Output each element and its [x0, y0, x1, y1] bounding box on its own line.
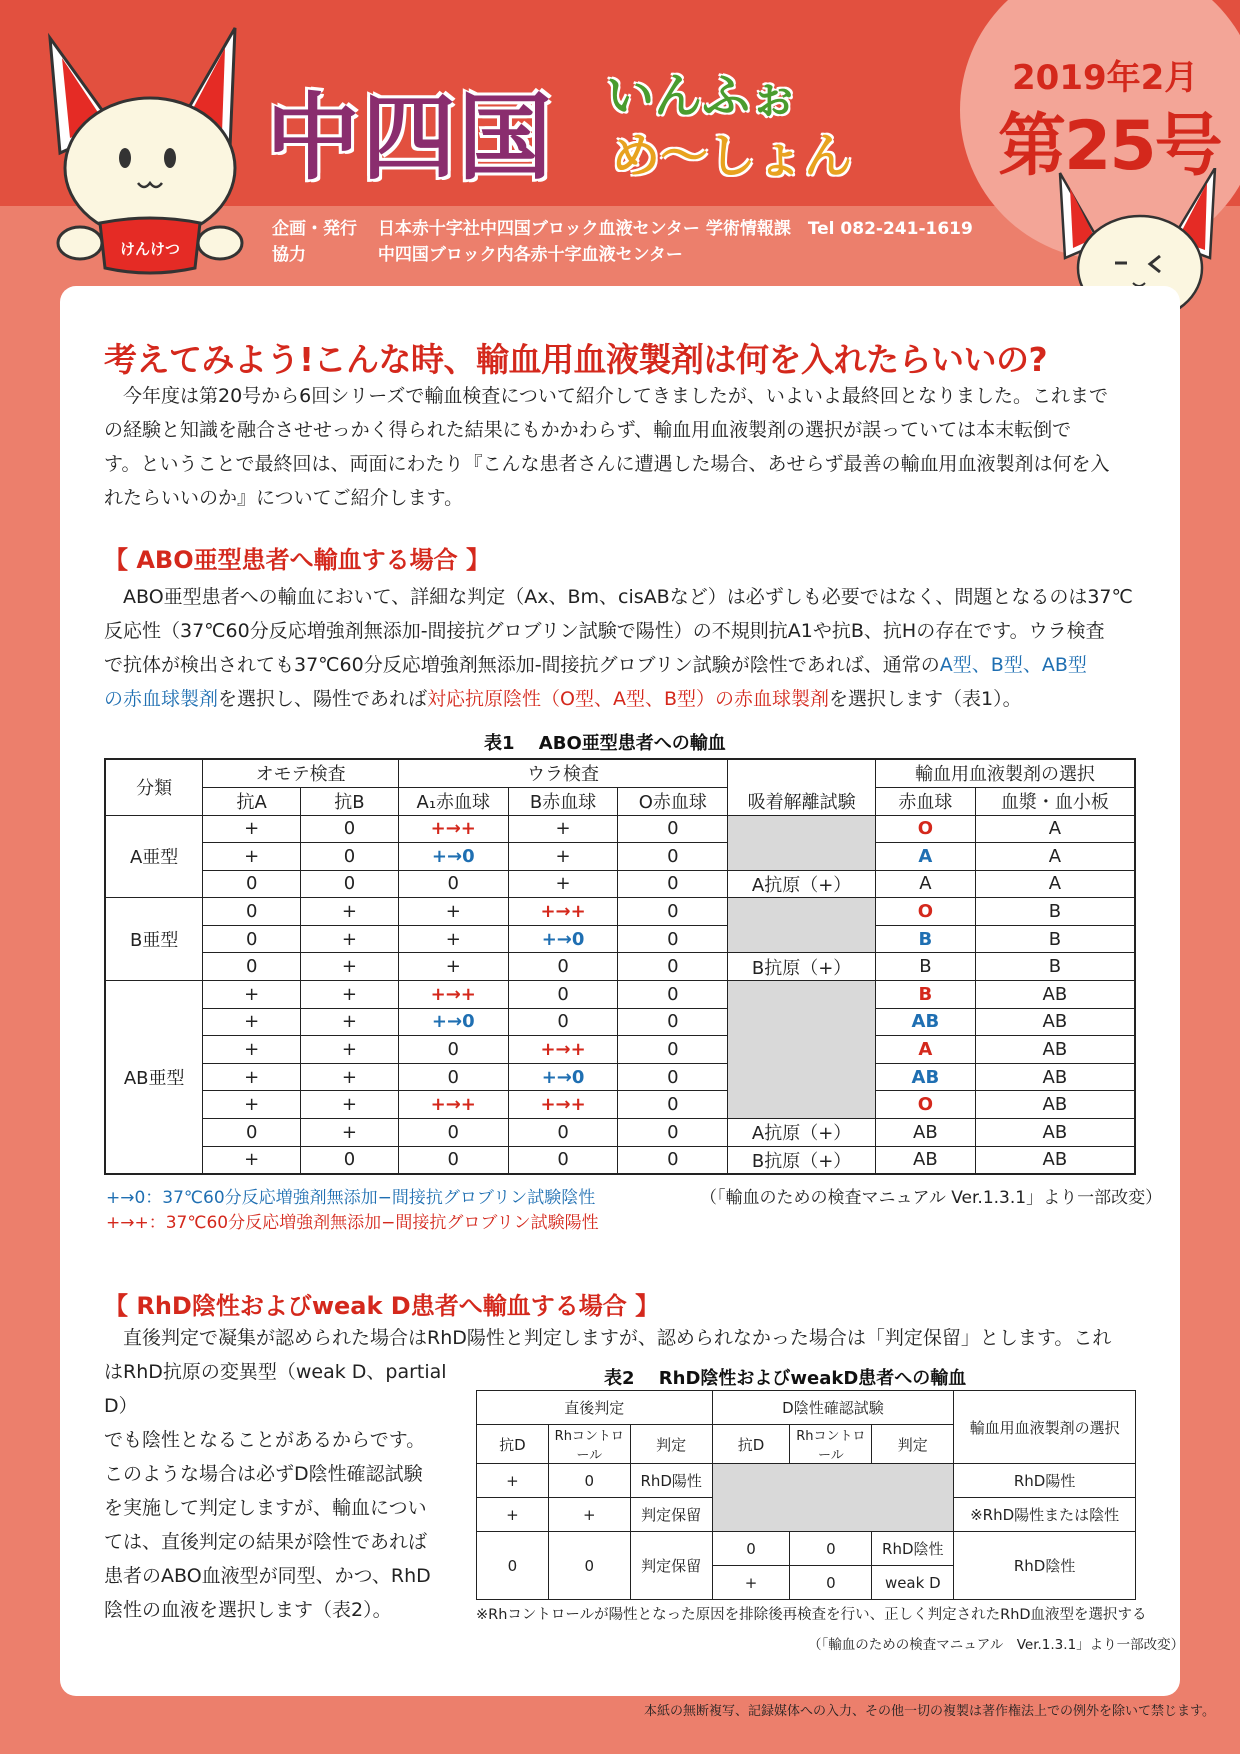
cell-anti-b: 0 — [301, 843, 399, 871]
cell-adsorption-gray — [728, 898, 876, 953]
t2-cell: + — [477, 1464, 549, 1498]
cell-b-rbc: 0 — [508, 1119, 618, 1147]
t2-header-selection: 輸血用血液製剤の選択 — [954, 1391, 1136, 1464]
cell-selection-rbc: AB — [875, 1063, 975, 1091]
cell-a1-rbc: +→+ — [398, 1091, 508, 1119]
cell-a1-rbc: + — [398, 953, 508, 981]
t2-cell: RhD陰性 — [872, 1532, 954, 1566]
header-category: 分類 — [105, 759, 203, 815]
subheader-cell: A₁赤血球 — [398, 787, 508, 815]
cell-selection-rbc: AB — [875, 1008, 975, 1036]
t2-cell: RhD陰性 — [954, 1532, 1136, 1600]
cell-b-rbc: +→0 — [508, 1063, 618, 1091]
cell-selection-plasma: A — [975, 815, 1135, 843]
cell-anti-a: + — [203, 1146, 301, 1174]
cell-a1-rbc: 0 — [398, 870, 508, 898]
table-row — [105, 898, 1135, 926]
t2-header-dneg: D陰性確認試験 — [712, 1391, 954, 1425]
cell-a1-rbc: +→0 — [398, 1008, 508, 1036]
section1-red-text: 対応抗原陰性（O型、A型、B型）の赤血球製剤 — [427, 688, 830, 710]
section2-line: を実施して判定しますが、輸血につい — [104, 1497, 427, 1519]
table-row — [105, 815, 1135, 843]
cell-selection-plasma: AB — [975, 981, 1135, 1009]
cell-anti-a: + — [203, 1036, 301, 1064]
t2-subheader-cell: 抗D — [477, 1425, 549, 1464]
publisher-line — [272, 214, 973, 239]
table2-source: （「輸血のための検査マニュアル Ver.1.3.1」より一部改変） — [808, 1637, 1185, 1653]
table2-header-row — [477, 1391, 1136, 1425]
table1-caption: 表1 ABO亜型患者への輸血 — [484, 733, 726, 754]
masthead-subtitle-line2: め〜しょん — [612, 128, 853, 184]
section1-title: 【 ABO亜型患者へ輸血する場合 】 — [104, 546, 490, 574]
cell-b-rbc: 0 — [508, 1146, 618, 1174]
cell-selection-rbc: AB — [875, 1119, 975, 1147]
t2-cell: 0 — [548, 1532, 630, 1600]
section2-line: このような場合は必ずD陰性確認試験 — [104, 1463, 423, 1485]
subheader-cell: 血漿・血小板 — [975, 787, 1135, 815]
cell-selection-rbc: AB — [875, 1146, 975, 1174]
cell-o-rbc: 0 — [618, 843, 728, 871]
table1 — [104, 758, 1136, 1175]
cell-a1-rbc: 0 — [398, 1146, 508, 1174]
cell-anti-a: 0 — [203, 870, 301, 898]
table2-row — [477, 1464, 1136, 1498]
cell-anti-b: 0 — [301, 815, 399, 843]
t2-cell: 0 — [477, 1532, 549, 1600]
cell-anti-b: + — [301, 1091, 399, 1119]
header-blank — [728, 759, 876, 787]
subheader-cell: 赤血球 — [875, 787, 975, 815]
subheader-cell: 抗A — [203, 787, 301, 815]
cell-a1-rbc: +→0 — [398, 843, 508, 871]
t2-subheader-cell: 判定 — [630, 1425, 712, 1464]
cell-anti-b: + — [301, 1008, 399, 1036]
header-back-test: ウラ検査 — [398, 759, 727, 787]
cell-o-rbc: 0 — [618, 981, 728, 1009]
issue-date: 2019年2月 — [1012, 58, 1199, 98]
t2-subheader-cell: 抗D — [712, 1425, 790, 1464]
section2-line: 陰性の血液を選択します（表2）。 — [104, 1599, 392, 1621]
cell-adsorption: B抗原（+） — [728, 953, 876, 981]
subheader-cell: 抗B — [301, 787, 399, 815]
intro-line: れたらいいのか』についてご紹介します。 — [104, 487, 464, 509]
section1-line — [104, 682, 1136, 716]
cell-anti-a: + — [203, 981, 301, 1009]
intro-paragraph — [104, 379, 1136, 515]
group-label: A亜型 — [105, 815, 203, 898]
table1-body — [105, 759, 1135, 1174]
cell-adsorption: A抗原（+） — [728, 870, 876, 898]
section2-line: ては、直後判定の結果が陰性であれば — [104, 1531, 428, 1553]
cooperation-value: 中四国ブロック内各赤十字血液センター — [377, 245, 683, 265]
cell-o-rbc: 0 — [618, 898, 728, 926]
section1-blue-text: A型、B型、AB型 — [939, 654, 1087, 676]
t2-cell: 0 — [712, 1532, 790, 1566]
cell-o-rbc: 0 — [618, 1146, 728, 1174]
cooperation-line — [272, 240, 683, 265]
cell-anti-a: 0 — [203, 953, 301, 981]
table2-caption: 表2 RhD陰性およびweakD患者への輸血 — [604, 1368, 967, 1389]
cell-a1-rbc: 0 — [398, 1036, 508, 1064]
cell-b-rbc: 0 — [508, 953, 618, 981]
cell-anti-a: + — [203, 1008, 301, 1036]
cell-selection-plasma: AB — [975, 1146, 1135, 1174]
cell-b-rbc: 0 — [508, 981, 618, 1009]
cell-adsorption-gray — [728, 981, 876, 1119]
cell-selection-plasma: A — [975, 870, 1135, 898]
cell-a1-rbc: 0 — [398, 1063, 508, 1091]
table-row — [105, 1146, 1135, 1174]
header-selection: 輸血用血液製剤の選択 — [875, 759, 1135, 787]
cell-selection-rbc: O — [875, 1091, 975, 1119]
mascot-left-icon — [20, 18, 260, 283]
t2-cell: + — [712, 1566, 790, 1600]
cell-adsorption: B抗原（+） — [728, 1146, 876, 1174]
mascot-badge-left: けんけつ — [119, 240, 181, 258]
cell-a1-rbc: + — [398, 898, 508, 926]
section1-text: で抗体が検出されても37℃60分反応増強剤無添加-間接抗グロブリン試験が陰性であれば、通常の — [104, 654, 940, 676]
cell-o-rbc: 0 — [618, 1091, 728, 1119]
cell-b-rbc: +→+ — [508, 1091, 618, 1119]
cell-selection-rbc: B — [875, 953, 975, 981]
header-front-test: オモテ検査 — [203, 759, 399, 787]
cell-anti-a: 0 — [203, 898, 301, 926]
cell-anti-a: + — [203, 843, 301, 871]
cell-anti-b: + — [301, 1063, 399, 1091]
cell-selection-rbc: O — [875, 898, 975, 926]
cell-selection-plasma: B — [975, 898, 1135, 926]
cell-o-rbc: 0 — [618, 870, 728, 898]
table-row — [105, 843, 1135, 871]
issue-number: 第25号 — [998, 107, 1221, 186]
cell-anti-b: 0 — [301, 1146, 399, 1174]
legend-red: +→+：37℃60分反応増強剤無添加−間接抗グロブリン試験陽性 — [106, 1213, 599, 1233]
table-row — [105, 1063, 1135, 1091]
t2-cell: weak D — [872, 1566, 954, 1600]
table-header-row — [105, 759, 1135, 787]
publisher-label: 企画・発行 — [272, 219, 357, 239]
cell-o-rbc: 0 — [618, 953, 728, 981]
cell-selection-plasma: A — [975, 843, 1135, 871]
cooperation-label: 協力 — [272, 245, 306, 265]
table-subheader-row — [105, 787, 1135, 815]
copyright-notice: 本紙の無断複写、記録媒体への入力、その他一切の複製は著作権法上での例外を除いて禁じます。 — [644, 1704, 1215, 1719]
subheader-cell: 吸着解離試験 — [728, 787, 876, 815]
cell-selection-rbc: B — [875, 981, 975, 1009]
table-row — [105, 1036, 1135, 1064]
t2-cell: 0 — [548, 1464, 630, 1498]
intro-line: の経験と知識を融合させせっかく得られた結果にもかかわらず、輸血用血液製剤の選択が誤っていては本末転倒で — [104, 419, 1072, 441]
cell-selection-rbc: A — [875, 870, 975, 898]
section2-title: 【 RhD陰性およびweak D患者へ輸血する場合 】 — [104, 1292, 660, 1320]
group-label: B亜型 — [105, 898, 203, 981]
cell-selection-plasma: AB — [975, 1036, 1135, 1064]
t2-cell: + — [477, 1498, 549, 1532]
cell-o-rbc: 0 — [618, 1063, 728, 1091]
cell-anti-b: + — [301, 981, 399, 1009]
cell-o-rbc: 0 — [618, 815, 728, 843]
section2-line: でも陰性となることがあるからです。 — [104, 1429, 426, 1451]
cell-anti-b: + — [301, 1036, 399, 1064]
t2-gray-cell — [712, 1464, 954, 1532]
section1-blue-text: の赤血球製剤 — [104, 688, 219, 710]
cell-anti-b: + — [301, 1119, 399, 1147]
t2-cell: 判定保留 — [630, 1532, 712, 1600]
cell-selection-plasma: AB — [975, 1008, 1135, 1036]
cell-b-rbc: + — [508, 815, 618, 843]
cell-selection-rbc: O — [875, 815, 975, 843]
intro-line: す。ということで最終回は、両面にわたり『こんな患者さんに遭遇した場合、あせらず最善の輸血用血液製剤は何を入 — [104, 453, 1110, 475]
t2-cell: RhD陽性 — [630, 1464, 712, 1498]
t2-cell: 0 — [790, 1532, 872, 1566]
group-label: AB亜型 — [105, 981, 203, 1174]
cell-selection-rbc: A — [875, 843, 975, 871]
table2-row — [477, 1532, 1136, 1566]
legend-blue: +→0：37℃60分反応増強剤無添加−間接抗グロブリン試験陰性 — [106, 1188, 596, 1208]
cell-anti-a: + — [203, 815, 301, 843]
table-row — [105, 870, 1135, 898]
t2-cell: 0 — [790, 1566, 872, 1600]
section2-paragraph — [104, 1355, 464, 1627]
table-row — [105, 953, 1135, 981]
cell-selection-plasma: AB — [975, 1063, 1135, 1091]
cell-anti-a: + — [203, 1063, 301, 1091]
section1-line: ABO亜型患者への輸血において、詳細な判定（Ax、Bm、cisABなど）は必ずしも必要ではなく、問題となるのは37℃ — [123, 586, 1133, 608]
section1-line — [104, 648, 1136, 682]
cell-anti-b: 0 — [301, 870, 399, 898]
cell-b-rbc: + — [508, 870, 618, 898]
t2-subheader-cell: 判定 — [872, 1425, 954, 1464]
cell-anti-b: + — [301, 953, 399, 981]
subheader-cell: O赤血球 — [618, 787, 728, 815]
table2-note: ※Rhコントロールが陽性となった原因を排除後再検査を行い、正しく判定されたRhD血液型を選択する — [476, 1607, 1147, 1623]
section1-line: 反応性（37℃60分反応増強剤無添加-間接抗グロブリン試験で陽性）の不規則抗A1や抗B、抗Hの存在です。ウラ検査 — [104, 620, 1105, 642]
cell-o-rbc: 0 — [618, 1036, 728, 1064]
cell-selection-plasma: B — [975, 953, 1135, 981]
cell-anti-a: + — [203, 1091, 301, 1119]
cell-selection-plasma: AB — [975, 1119, 1135, 1147]
intro-line: 今年度は第20号から6回シリーズで輸血検査について紹介してきましたが、いよいよ最終回となりました。これまで — [123, 385, 1108, 407]
cell-a1-rbc: + — [398, 925, 508, 953]
publisher-value: 日本赤十字社中四国ブロック血液センター 学術情報課 Tel 082-241-1619 — [377, 219, 973, 239]
section2-line: 患者のABO血液型が同型、かつ、RhD — [104, 1565, 431, 1587]
article-headline: 考えてみよう!こんな時、輸血用血液製剤は何を入れたらいいの? — [104, 340, 1048, 379]
cell-o-rbc: 0 — [618, 1119, 728, 1147]
cell-selection-plasma: B — [975, 925, 1135, 953]
table-row — [105, 925, 1135, 953]
cell-anti-b: + — [301, 898, 399, 926]
cell-b-rbc: +→+ — [508, 1036, 618, 1064]
cell-anti-a: 0 — [203, 925, 301, 953]
masthead-subtitle — [606, 66, 966, 186]
cell-b-rbc: +→0 — [508, 925, 618, 953]
cell-selection-plasma: AB — [975, 1091, 1135, 1119]
t2-cell: + — [548, 1498, 630, 1532]
cell-selection-rbc: A — [875, 1036, 975, 1064]
table2 — [476, 1390, 1136, 1600]
cell-b-rbc: +→+ — [508, 898, 618, 926]
section1-text: を選択し、陽性であれば — [218, 688, 428, 710]
cell-o-rbc: 0 — [618, 925, 728, 953]
section2-line: はRhD抗原の変異型（weak D、partial D） — [104, 1361, 447, 1417]
cell-adsorption-gray — [728, 815, 876, 870]
masthead-title: 中四国 — [266, 84, 555, 193]
subheader-cell: B赤血球 — [508, 787, 618, 815]
cell-a1-rbc: +→+ — [398, 981, 508, 1009]
cell-anti-b: + — [301, 925, 399, 953]
cell-selection-rbc: B — [875, 925, 975, 953]
section1-paragraph — [104, 580, 1136, 716]
masthead-subtitle-line1: いんふぉ — [606, 68, 799, 124]
table-row — [105, 981, 1135, 1009]
t2-header-immediate: 直後判定 — [477, 1391, 713, 1425]
t2-subheader-cell: Rhコントロール — [790, 1425, 872, 1464]
cell-adsorption: A抗原（+） — [728, 1119, 876, 1147]
t2-subheader-cell: Rhコントロール — [548, 1425, 630, 1464]
cell-b-rbc: 0 — [508, 1008, 618, 1036]
cell-a1-rbc: +→+ — [398, 815, 508, 843]
section1-text: を選択します（表1）。 — [829, 688, 1022, 710]
t2-cell: 判定保留 — [630, 1498, 712, 1532]
table1-source: （「輸血のための検査マニュアル Ver.1.3.1」より一部改変） — [700, 1188, 1163, 1208]
table-row — [105, 1008, 1135, 1036]
table-row — [105, 1091, 1135, 1119]
cell-a1-rbc: 0 — [398, 1119, 508, 1147]
cell-anti-a: 0 — [203, 1119, 301, 1147]
cell-o-rbc: 0 — [618, 1008, 728, 1036]
t2-cell: RhD陽性 — [954, 1464, 1136, 1498]
t2-cell: ※RhD陽性または陰性 — [954, 1498, 1136, 1532]
section2-lead: 直後判定で凝集が認められた場合はRhD陽性と判定しますが、認められなかった場合は「判定保留」とします。これ — [123, 1327, 1112, 1349]
table-row — [105, 1119, 1135, 1147]
cell-b-rbc: + — [508, 843, 618, 871]
